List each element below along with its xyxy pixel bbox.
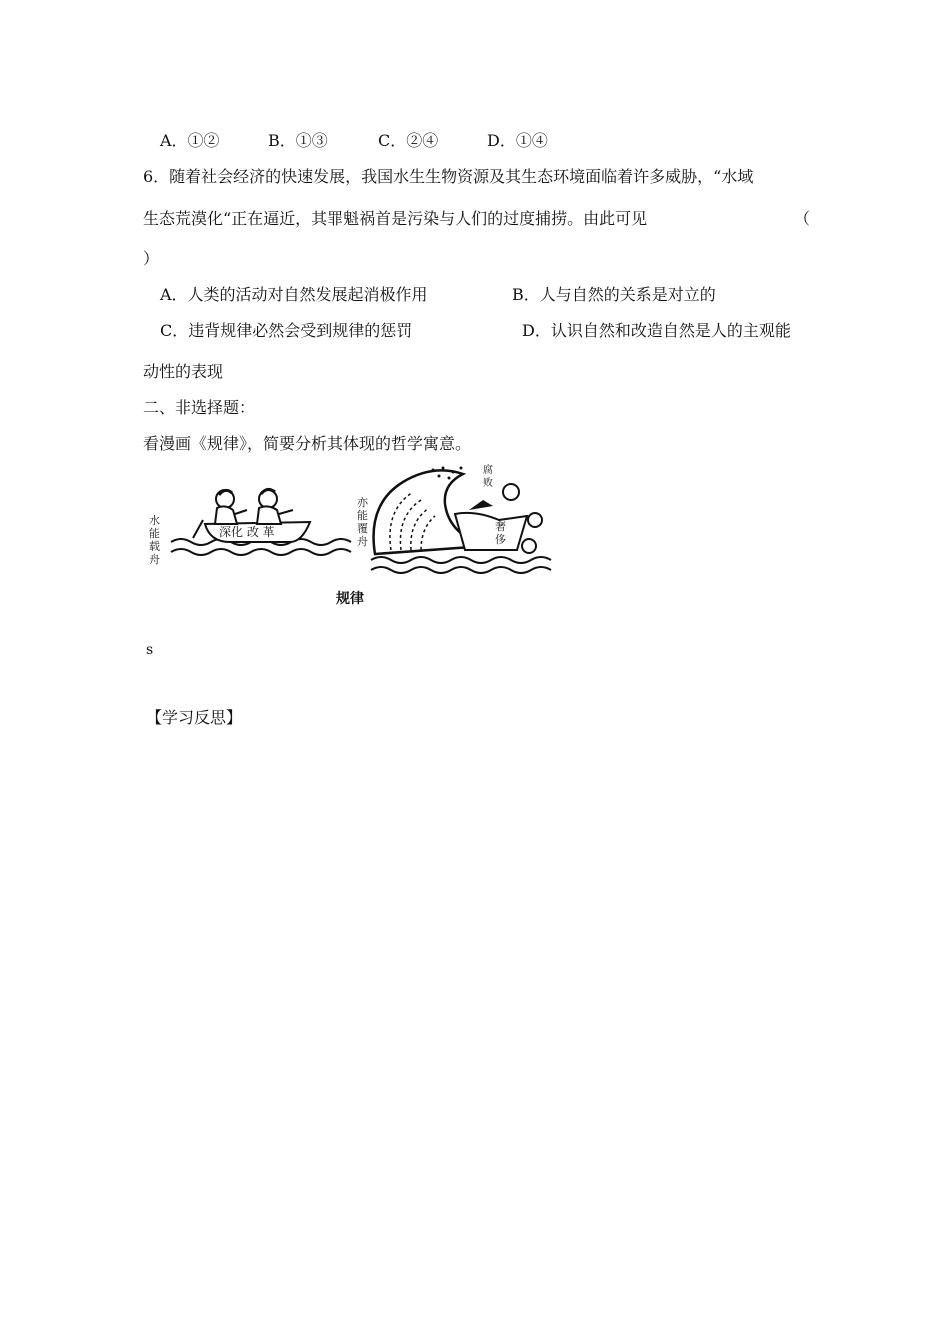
section-title: 二、非选择题： [143,398,256,417]
answer-paren-close: ） [143,249,160,268]
boat-label: 深化 改 革 [219,525,275,539]
question-6-line-1: 6．随着社会经济的快速发展，我国水生生物资源及其生态环境面临着许多威胁，“水域 [143,167,754,186]
cartoon-illustration [143,462,563,584]
q6-option-a: A．人类的活动对自然发展起消极作用 [160,285,428,304]
question-6-line-2: 生态荒漠化“正在逼近，其罪魁祸首是污染与人们的过度捕捞。由此可见 [143,209,648,228]
answer-paren-open: （ [794,209,811,228]
question-prompt: 看漫画《规律》，简要分析其体现的哲学寓意。 [143,434,472,453]
reflection-heading: 【学习反思】 [146,708,243,727]
q6-option-b: B．人与自然的关系是对立的 [512,285,716,304]
q6-option-c: C．违背规律必然会受到规律的惩罚 [160,321,413,340]
option-d: D．①④ [487,131,548,150]
cartoon-left-label: 水能载舟 [149,514,160,566]
wave-label: 腐败 [483,465,493,489]
option-b: B．①③ [268,131,328,150]
q6-option-d-continued: 动性的表现 [143,362,224,381]
q6-option-d: D．认识自然和改造自然是人的主观能 [522,321,791,340]
stray-mark: s [146,642,154,658]
cartoon-caption: 规律 [336,591,364,607]
person-label: 奢侈 [495,520,506,546]
option-c: C．②④ [378,131,439,150]
cartoon-right-label: 亦能覆舟 [357,496,368,548]
option-a: A．①② [160,131,220,150]
